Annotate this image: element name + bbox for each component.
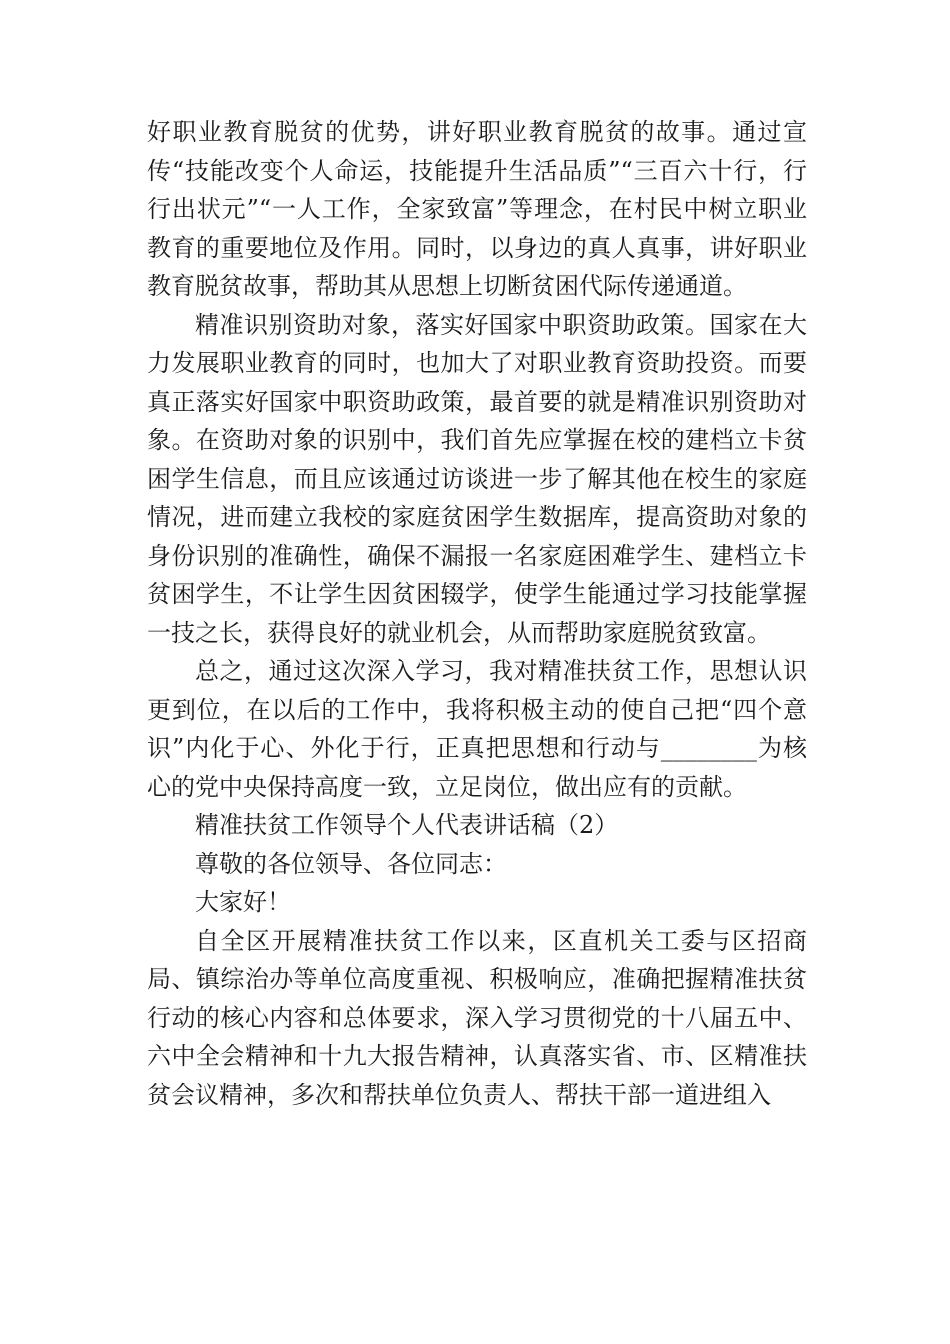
- speech-title: 精准扶贫工作领导个人代表讲话稿（2）: [195, 811, 619, 839]
- paragraph-identify-aid-targets: 精准识别资助对象，落实好国家中职资助政策。国家在大力发展职业教育的同时，也加大了对职业教育资助投资。而要真正落实好国家中职资助政策，最首要的就是精准识别资助对象。在资助对象的识别中，我们首先应掌握在校的建档立卡贫困学生信息，而且应该通过访谈进一步了解其他在校生的家庭情况，进而建立我校的家庭贫困学生数据库，提高资助对象的身份识别的准确性，确保不漏报一名家庭困难学生、建档立卡贫困学生，不让学生因贫困辍学，使学生能通过学习技能掌握一技之长，获得良好的就业机会，从而帮助家庭脱贫致富。: [147, 310, 807, 647]
- speech-greeting: 大家好！: [195, 888, 291, 916]
- speech-salutation: 尊敬的各位领导、各位同志：: [195, 849, 507, 878]
- paragraph-vocational-story: 好职业教育脱贫的优势，讲好职业教育脱贫的故事。通过宣传“技能改变个人命运，技能提升生活品质”“三百六十行，行行出状元”“一人工作，全家致富”等理念，在村民中树立职业教育的重要地位及作用。同时，以身边的真人真事，讲好职业教育脱贫故事，帮助其从思想上切断贫困代际传递通道。: [147, 118, 807, 300]
- document-body: [147, 113, 807, 1114]
- paragraph-conclusion: 总之，通过这次深入学习，我对精准扶贫工作，思想认识更到位，在以后的工作中，我将积极主动的使自己把“四个意识”内化于心、外化于行，正真把思想和行动与________为核心的党中央保持高度一致，立足岗位，做出应有的贡献。: [147, 657, 807, 801]
- paragraph-since-launch: 自全区开展精准扶贫工作以来，区直机关工委与区招商局、镇综治办等单位高度重视、积极响应，准确把握精准扶贫行动的核心内容和总体要求，深入学习贯彻党的十八届五中、六中全会精神和十九大报告精神，认真落实省、市、区精准扶贫会议精神，多次和帮扶单位负责人、帮扶干部一道进组入: [147, 926, 807, 1109]
